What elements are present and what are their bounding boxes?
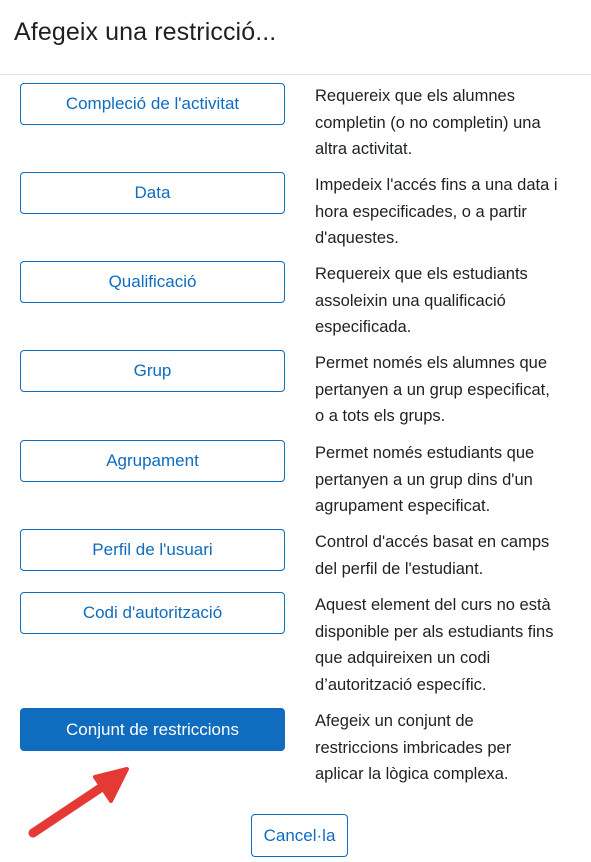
- grouping-button[interactable]: Agrupament: [20, 440, 285, 482]
- dialog-header: [0, 0, 591, 75]
- completion-description: Requereix que els alumnes completin (o no completin) una altra activitat.: [315, 87, 541, 158]
- authorization-code-button[interactable]: Codi d'autorització: [20, 592, 285, 634]
- authorization-code-description: Aquest element del curs no està disponible per als estudiants fins que adquireixen un codi d’autorització específic.: [315, 596, 554, 694]
- restriction-set-button[interactable]: Conjunt de restriccions: [20, 708, 285, 751]
- arrow-shaft: [33, 787, 102, 833]
- dialog-title: Afegeix una restricció...: [14, 18, 277, 46]
- grouping-description: Permet només estudiants que pertanyen a un grup dins d'un agrupament especificat.: [315, 444, 535, 515]
- user-profile-description: Control d'accés basat en camps del perfil de l'estudiant.: [315, 533, 550, 578]
- group-description: Permet només els alumnes que pertanyen a un grup especificat, o a tots els grups.: [315, 354, 550, 425]
- date-button[interactable]: Data: [20, 172, 285, 214]
- restriction-set-description: Afegeix un conjunt de restriccions imbricades per aplicar la lògica complexa.: [315, 712, 512, 783]
- cancel-button[interactable]: Cancel·la: [251, 814, 348, 857]
- user-profile-button[interactable]: Perfil de l'usuari: [20, 529, 285, 571]
- arrow-head: [95, 769, 127, 801]
- red-arrow-icon: [20, 760, 140, 840]
- completion-button[interactable]: Compleció de l'activitat: [20, 83, 285, 125]
- grade-button[interactable]: Qualificació: [20, 261, 285, 303]
- group-button[interactable]: Grup: [20, 350, 285, 392]
- date-description: Impedeix l'accés fins a una data i hora especificades, o a partir d'aquestes.: [315, 176, 558, 247]
- grade-description: Requereix que els estudiants assoleixin una qualificació especificada.: [315, 265, 528, 336]
